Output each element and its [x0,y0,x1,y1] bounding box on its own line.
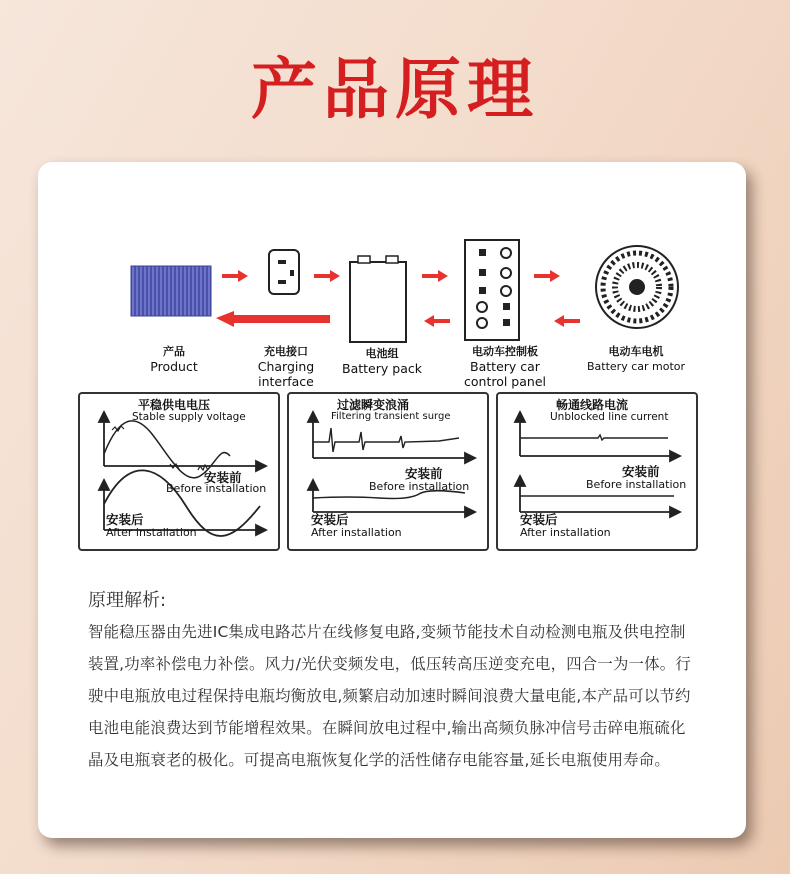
principle-card [38,162,746,838]
before-label-en: Before installation [166,482,267,495]
before-label-cn: 安装前 [204,470,242,485]
charging-socket-icon [269,250,299,294]
after-label-en: After installation [311,526,402,539]
page-title: 产品原理 [251,51,539,128]
after-label-en: After installation [106,526,197,539]
before-label-en: Before installation [369,480,470,493]
panel-unblocked-current [496,392,698,551]
explanation-body: 智能稳压器由先进IC集成电路芯片在线修复电路,变频节能技术自动检测电瓶及供电控制装置,功率补偿电力补偿。风力/光伏变频发电，低压转高压逆变充电，四合一为一体。行驶中电瓶放电过程保持电瓶均衡放电,频繁启动加速时瞬间浪费大量电能,本产品可以节约电池电能浪费达到节能增程效果。在瞬间放电过程中,输出高频负脉冲信号击碎电瓶硫化晶及电瓶衰老的极化。可提高电瓶恢复化学的活性储存电能容量,延长电瓶使用寿命。 [88,623,691,769]
label-battery-pack: 电池组 Battery pack [342,347,422,376]
panel-title: 平稳供电电压 [138,398,211,412]
panel-filtering-surge [287,392,489,551]
panel-title: 畅通线路电流 [556,398,629,412]
before-label-cn: 安装前 [622,464,660,479]
label-motor: 电动车电机 Battery car motor [586,345,686,373]
after-label-cn: 安装后 [311,512,349,527]
battery-pack-icon [350,256,406,342]
panel-subtitle: Unblocked line current [550,411,669,423]
control-board-icon [465,240,519,340]
panel-subtitle: Stable supply voltage [132,411,246,423]
after-label-en: After installation [520,526,611,539]
after-label-cn: 安装后 [520,512,558,527]
solar-panel-icon [131,266,211,316]
label-charging-interface: 充电接口 Charging interface [257,345,315,389]
motor-icon [596,246,678,328]
label-product: 产品 Product [150,345,198,374]
after-label-cn: 安装后 [106,512,144,527]
before-label-cn: 安装前 [405,466,443,481]
label-control-panel: 电动车控制板 Battery car control panel [464,345,546,389]
panel-title: 过滤瞬变浪涌 [337,398,410,412]
before-label-en: Before installation [586,478,687,491]
panel-stable-voltage [78,392,280,551]
panel-subtitle: Filtering transient surge [331,411,451,422]
explanation-heading: 原理解析: [88,590,167,611]
